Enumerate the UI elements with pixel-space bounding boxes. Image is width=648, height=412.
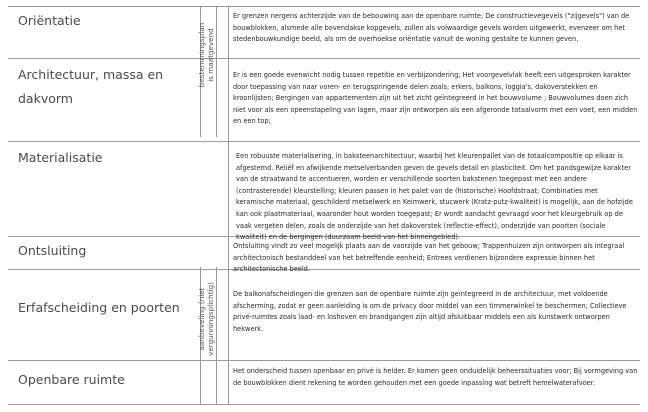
row-description-ontsluiting: Ontsluiting vindt zo veel mogelijk plaats aan de voorzijde van het gebouw; Trappenhuizen zijn ontworpen als integraal architectonisch bestanddeel van het betreffende eenheid; Entrees verdienen bijzondere expressie binnen het architectonische beeld.	[233, 242, 625, 274]
row-description-architectuur: Er is een goede evenwicht nodig tussen repetitie en verbijzondering; Het voorgevelvlak heeft een uitgesproken karakter door toepassing van naar voren- en terugspringende delen zoals; erkers, balkons, loggia's, dakoverstekken en kroonlijsten; Bergingen van appartementen zijn uit het zicht geïntegreerd in het bouwvolume ; Bouwvolumes doen zich niet voor als een opeenstapeling van lagen, maar zijn ontworpen als een afgeronde totaalvorm met een voet, een midden en een top;	[233, 71, 638, 126]
row-title-materialisatie: Materialisatie	[18, 150, 103, 165]
row-divider	[8, 360, 640, 361]
side-label-line: is maatgevend	[206, 28, 215, 82]
row-divider	[8, 58, 640, 59]
side-label-line: aanbeveling (niet	[197, 287, 206, 351]
side-label-line: vergunningsplichtig)	[206, 282, 215, 356]
row-divider	[8, 141, 640, 142]
row-title-ontsluiting: Ontsluiting	[18, 243, 87, 258]
side-label-line: bestemmingsplan	[197, 22, 206, 88]
row-description-orientatie: Er grenzen nergens achterzijde van de bebouwing aan de openbare ruimte; De constructievegevels ("zijgevels") van de bouwblokken, alsmede alle bovendakse kopgevels, zullen als volwaardige gevels worden uitgewerkt, evenzeer om het stedenbouwkundige beeld, als om de overhoekse oriëntatie vanuit de woning gestalte te kunnen geven,	[233, 12, 630, 44]
row-divider	[8, 404, 640, 405]
row-description-materialisatie: Een robuuste materialisering, in baksteenarchitectuur, waarbij het kleurenpallet van de totaalcompositie op elkaar is afgestemd. Reliëf en afwijkende metselverbanden geven de gevels detail en plasticiteit. Om het pandsgewijze karakter van de straatwand te accentueren, worden er verschillende soorten bakstenen toegepast met een andere (contrasterende) kleurstelling; kleuren passen in het palet van de (historische) Hoofdstraat; Combinaties met keramische materiaal, geschilderd metselwerk en Keimwerk, stucwerk (Kratz-putz-kwaliteit) is mogelijk, aan de hofzijde kan ook plaatmateriaal, waaronder hout worden toegepast; Er wordt aandacht gevraagd voor het kleurgebruik op de vaak vergeten delen, zoals de onderzijde van het dakoverstek (reflectie-effect), onderzijde van poorten (sociale kwaliteit) en de bergingen (duurzaam beeld van het binnengebied).	[236, 152, 633, 242]
row-title-erfafscheiding: Erfafscheiding en poorten	[18, 300, 180, 315]
row-description-erfafscheiding: De balkonafscheidingen die grenzen aan de openbare ruimte zijn geïntegreerd in de architectuur, met voldoende afscherming, zodat er geen aanleiding is om de privacy door middel van een timmerwinkel te beschermen; Collectieve privé-ruimtes zoals laad- en loshoven en brandgangen zijn altijd afsluitbaar middels een als kunstwerk ontworpen hekwerk.	[233, 290, 627, 333]
row-title-orientatie: Oriëntatie	[18, 13, 81, 28]
column-divider	[228, 6, 229, 404]
side-label-bestemmingsplan	[197, 5, 219, 105]
row-title-architectuur: Architectuur, massa en dakvorm	[18, 67, 164, 106]
row-divider	[8, 6, 640, 7]
row-title-openbare-ruimte: Openbare ruimte	[18, 372, 125, 387]
side-label-aanbeveling	[197, 267, 219, 371]
row-description-openbare-ruimte: Het onderscheid tussen openbaar en privé is helder. Er komen geen onduidelijk beheerssituaties voor; Bij vormgeving van de bouwblokken dient rekening te worden gehouden met een goede inpassing wat betreft hemelwaterafvoer.	[233, 367, 638, 387]
